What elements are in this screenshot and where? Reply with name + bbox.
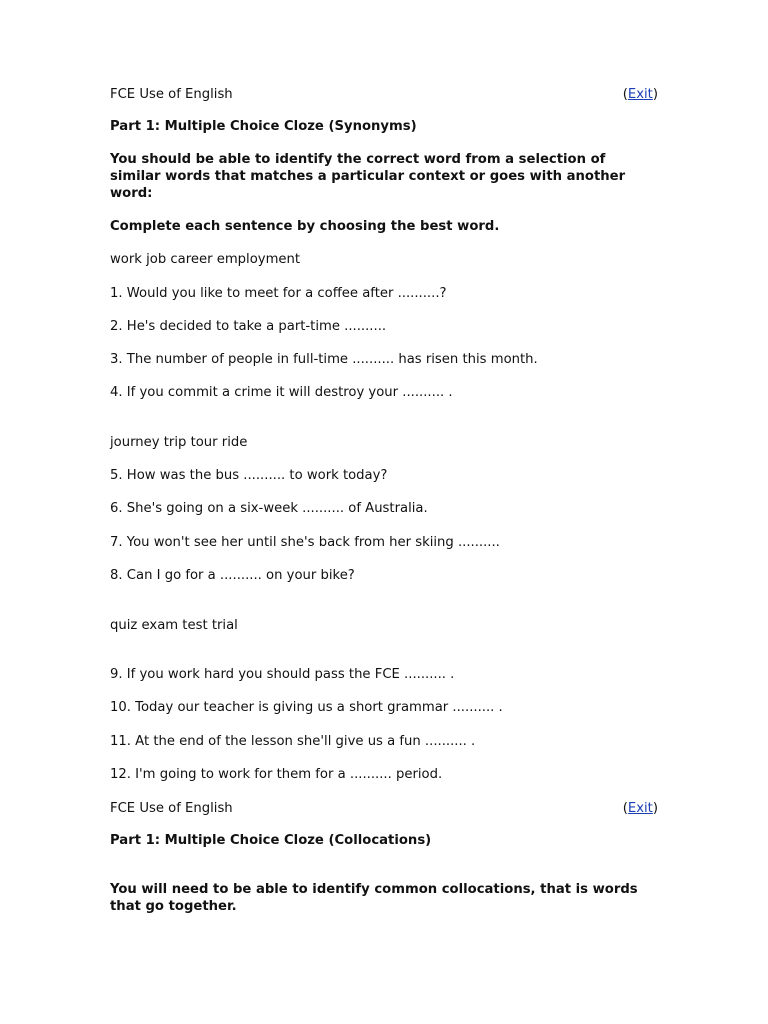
question-item: 9. If you work hard you should pass the FCE .......... . (110, 667, 455, 682)
question-item: 5. How was the bus .......... to work today? (110, 468, 388, 483)
word-options: journey trip tour ride (110, 435, 248, 450)
exit-link-2[interactable]: Exit (627, 801, 653, 816)
exit-paren-open: ( (622, 801, 628, 816)
question-item: 6. She's going on a six-week .......... of Australia. (110, 501, 428, 516)
part-title-2: Part 1: Multiple Choice Cloze (Collocations) (110, 833, 432, 848)
question-item: 12. I'm going to work for them for a .......... period. (110, 767, 443, 782)
word-options: quiz exam test trial (110, 618, 238, 633)
page-header-title-2: FCE Use of English (110, 801, 233, 816)
question-item: 4. If you commit a crime it will destroy your .......... . (110, 385, 453, 400)
instruction-text: Complete each sentence by choosing the best word. (110, 219, 500, 234)
question-item: 11. At the end of the lesson she'll give us a fun .......... . (110, 734, 476, 749)
word-options: work job career employment (110, 252, 301, 267)
part-title: Part 1: Multiple Choice Cloze (Synonyms) (110, 119, 417, 134)
page-header-title: FCE Use of English (110, 87, 233, 102)
exit-paren-close: ) (652, 87, 658, 102)
exit-paren-open: ( (622, 87, 628, 102)
intro-paragraph: You should be able to identify the correct word from a selection of similar words that matches a particular context or goes with another word: (110, 152, 626, 201)
exit-link-wrapper (623, 86, 658, 103)
question-item: 1. Would you like to meet for a coffee after ..........? (110, 286, 447, 301)
exit-link-wrapper-2 (623, 800, 658, 817)
exit-link[interactable]: Exit (627, 87, 653, 102)
question-item: 2. He's decided to take a part-time .......... (110, 319, 387, 334)
exit-paren-close: ) (652, 801, 658, 816)
question-item: 3. The number of people in full-time .......... has risen this month. (110, 352, 538, 367)
question-item: 10. Today our teacher is giving us a short grammar .......... . (110, 700, 503, 715)
intro-paragraph-2: You will need to be able to identify common collocations, that is words that go together. (110, 882, 638, 914)
question-item: 7. You won't see her until she's back from her skiing .......... (110, 535, 500, 550)
question-item: 8. Can I go for a .......... on your bike? (110, 568, 355, 583)
